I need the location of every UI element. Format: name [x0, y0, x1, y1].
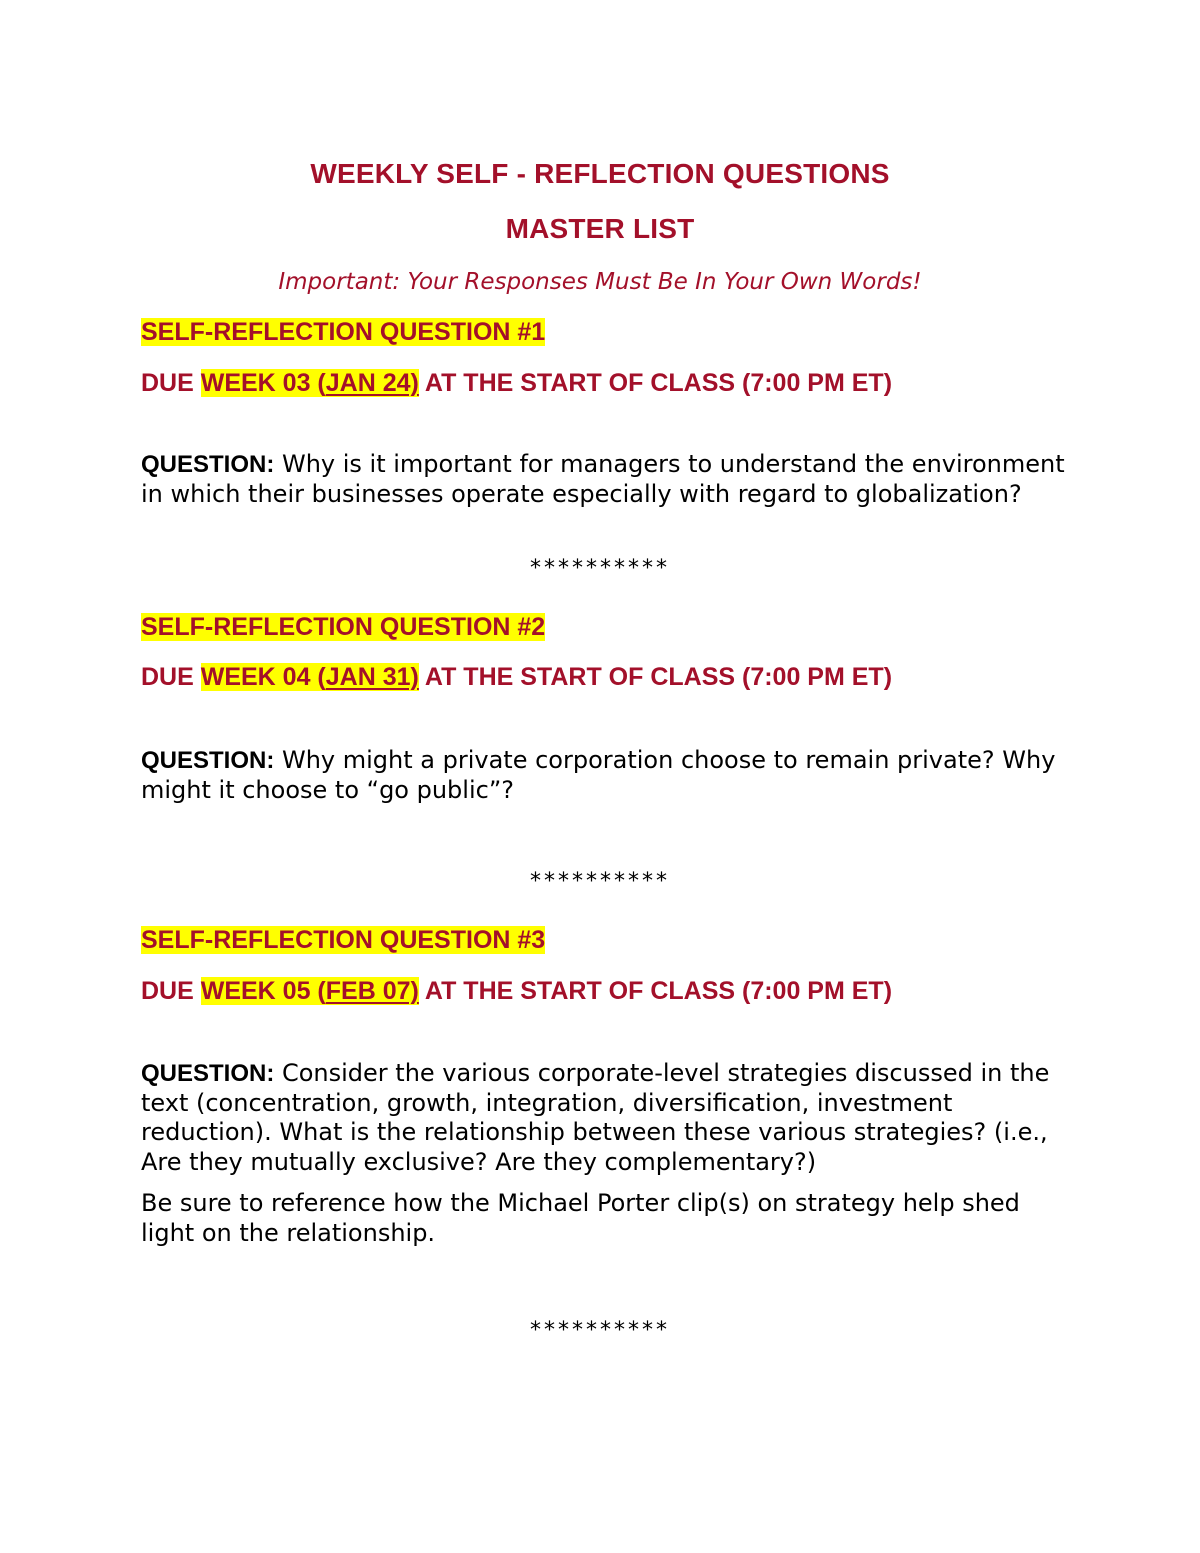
document-title: WEEKLY SELF - REFLECTION QUESTIONS: [310, 158, 890, 189]
question-1-due-week: [201, 369, 419, 397]
question-3-label: QUESTION:: [141, 1060, 275, 1087]
question-3-due-week: [201, 977, 419, 1005]
question-3-body: [141, 1059, 1071, 1248]
question-1-due-prefix: DUE: [141, 369, 201, 397]
question-1-heading: [141, 318, 545, 347]
question-3-due-week-text: WEEK 05 (: [200, 977, 326, 1005]
question-2-body: [141, 746, 1071, 805]
document-subtitle: MASTER LIST: [505, 213, 695, 244]
question-2-heading-text: SELF-REFLECTION QUESTION #2: [141, 613, 546, 641]
question-1-paragraph: [141, 450, 1071, 509]
question-3-heading: [141, 926, 545, 955]
question-1-due: [141, 369, 892, 398]
question-3-due: [141, 977, 892, 1006]
question-2-due-prefix: DUE: [141, 663, 201, 691]
question-2-due-week-text: WEEK 04 (: [200, 663, 326, 691]
question-3-due-suffix: AT THE START OF CLASS (7:00 PM ET): [418, 977, 893, 1005]
question-1-heading-text: SELF-REFLECTION QUESTION #1: [141, 318, 546, 346]
question-2-heading: [141, 613, 545, 642]
question-2-due-date: JAN 31): [325, 663, 419, 691]
question-2-due-week: [201, 663, 419, 691]
question-3-heading-text: SELF-REFLECTION QUESTION #3: [141, 926, 546, 954]
question-3-text: Consider the various corporate-level strategies discussed in the text (concentration, growth, integration, diversification, investment reduction). What is the relationship between these various strategies? (i.e., Are they mutually exclusive? Are they complementary?): [141, 1059, 1050, 1176]
separator-2: **********: [530, 869, 670, 894]
question-2-due: [141, 663, 892, 692]
question-3-extra: Be sure to reference how the Michael Porter clip(s) on strategy help shed light on the relationship.: [141, 1189, 1020, 1247]
question-3-paragraph: [141, 1059, 1071, 1177]
question-3-due-date: FEB 07): [325, 977, 419, 1005]
question-2-text: Why might a private corporation choose to remain private? Why might it choose to “go public”?: [141, 746, 1056, 804]
question-2-label: QUESTION:: [141, 747, 275, 774]
question-2-due-suffix: AT THE START OF CLASS (7:00 PM ET): [418, 663, 893, 691]
separator-3: **********: [530, 1318, 670, 1343]
question-3-due-prefix: DUE: [141, 977, 201, 1005]
important-note: Important: Your Responses Must Be In Your Own Words!: [278, 269, 922, 295]
question-1-due-week-text: WEEK 03 (: [200, 369, 326, 397]
question-1-due-suffix: AT THE START OF CLASS (7:00 PM ET): [418, 369, 893, 397]
question-2-paragraph: [141, 746, 1071, 805]
question-1-due-date: JAN 24): [325, 369, 419, 397]
separator-1: **********: [530, 556, 670, 581]
question-1-label: QUESTION:: [141, 451, 275, 478]
question-1-text: Why is it important for managers to understand the environment in which their businesses operate especially with regard to globalization?: [141, 450, 1065, 508]
question-1-body: [141, 450, 1071, 509]
